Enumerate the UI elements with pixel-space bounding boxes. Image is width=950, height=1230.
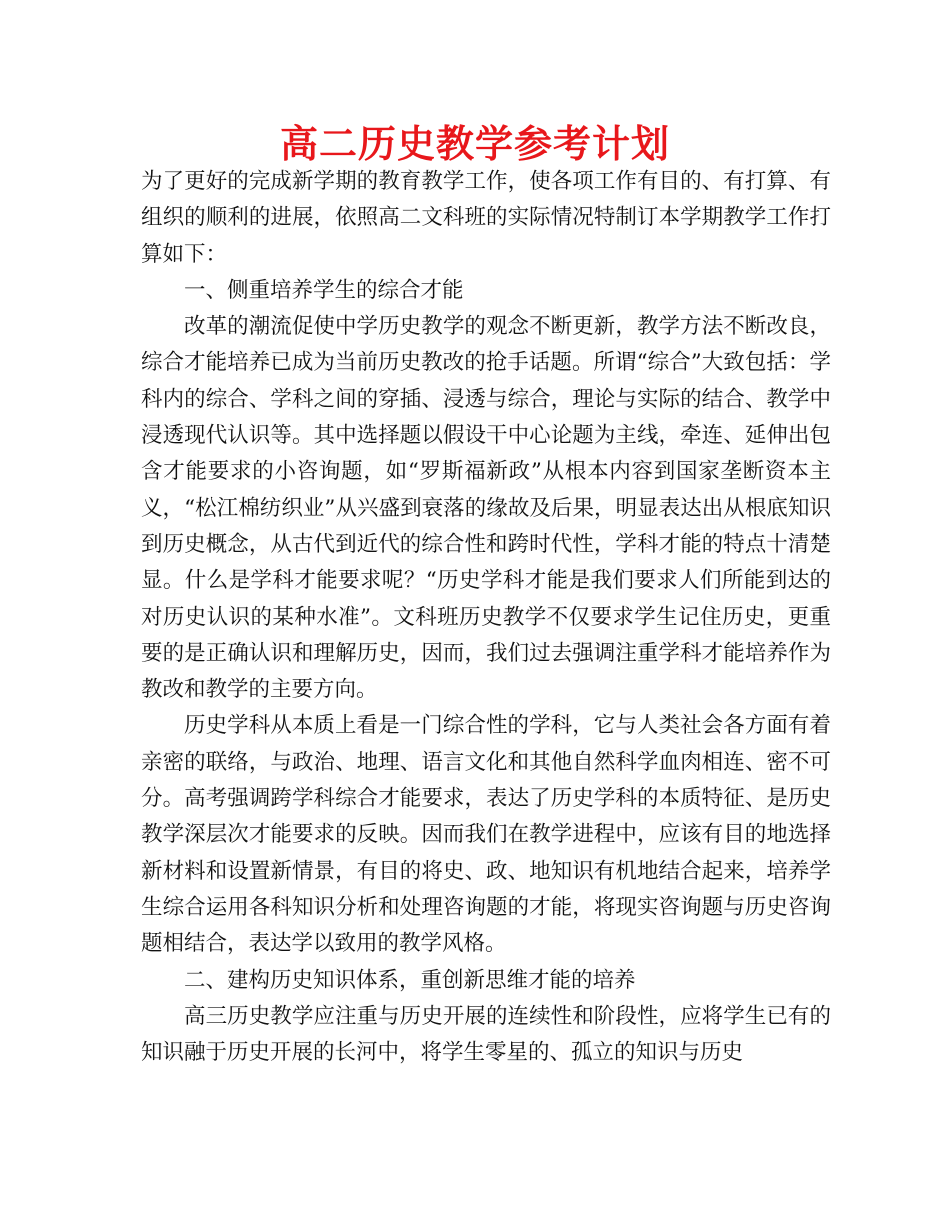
body-paragraph: 高三历史教学应注重与历史开展的连续性和阶段性，应将学生已有的知识融于历史开展的长河中，将学生零星的、孤立的知识与历史 xyxy=(141,1003,831,1066)
section-heading-1: 一、侧重培养学生的综合才能 xyxy=(184,277,464,303)
body-paragraph: 历史学科从本质上看是一门综合性的学科，它与人类社会各方面有着亲密的联络，与政治、地理、语言文化和其他自然科学血肉相连、密不可分。高考强调跨学科综合才能要求，表达了历史学科的本质特征、是历史教学深层次才能要求的反映。因而我们在教学进程中，应该有目的地选择新材料和设置新情景，有目的将史、政、地知识有机地结合起来，培养学生综合运用各科知识分析和处理咨询题的才能，将现实咨询题与历史咨询题相结合，表达学以致用的教学风格。 xyxy=(141,713,831,957)
document-body xyxy=(141,164,831,1071)
document-title: 高二历史教学参考计划 xyxy=(279,122,670,166)
section-heading-2: 二、建构历史知识体系，重创新思维才能的培养 xyxy=(184,967,636,993)
intro-paragraph: 为了更好的完成新学期的教育教学工作，使各项工作有目的、有打算、有组织的顺利的进展，依照高二文科班的实际情况特制订本学期教学工作打算如下： xyxy=(141,169,831,267)
body-paragraph: 改革的潮流促使中学历史教学的观念不断更新，教学方法不断改良，综合才能培养已成为当前历史教改的抢手话题。所谓“综合”大致包括：学科内的综合、学科之间的穿插、浸透与综合，理论与实际的结合、教学中浸透现代认识等。其中选择题以假设干中心论题为主线，牵连、延伸出包含才能要求的小咨询题，如“罗斯福新政”从根本内容到国家垄断资本主义，“松江棉纺织业”从兴盛到衰落的缘故及后果，明显表达出从根底知识到历史概念，从古代到近代的综合性和跨时代性，学科才能的特点十清楚显。什么是学科才能要求呢？“历史学科才能是我们要求人们所能到达的对历史认识的某种水准”。文科班历史教学不仅要求学生记住历史，更重要的是正确认识和理解历史，因而，我们过去强调注重学科才能培养作为教改和教学的主要方向。 xyxy=(141,314,831,703)
